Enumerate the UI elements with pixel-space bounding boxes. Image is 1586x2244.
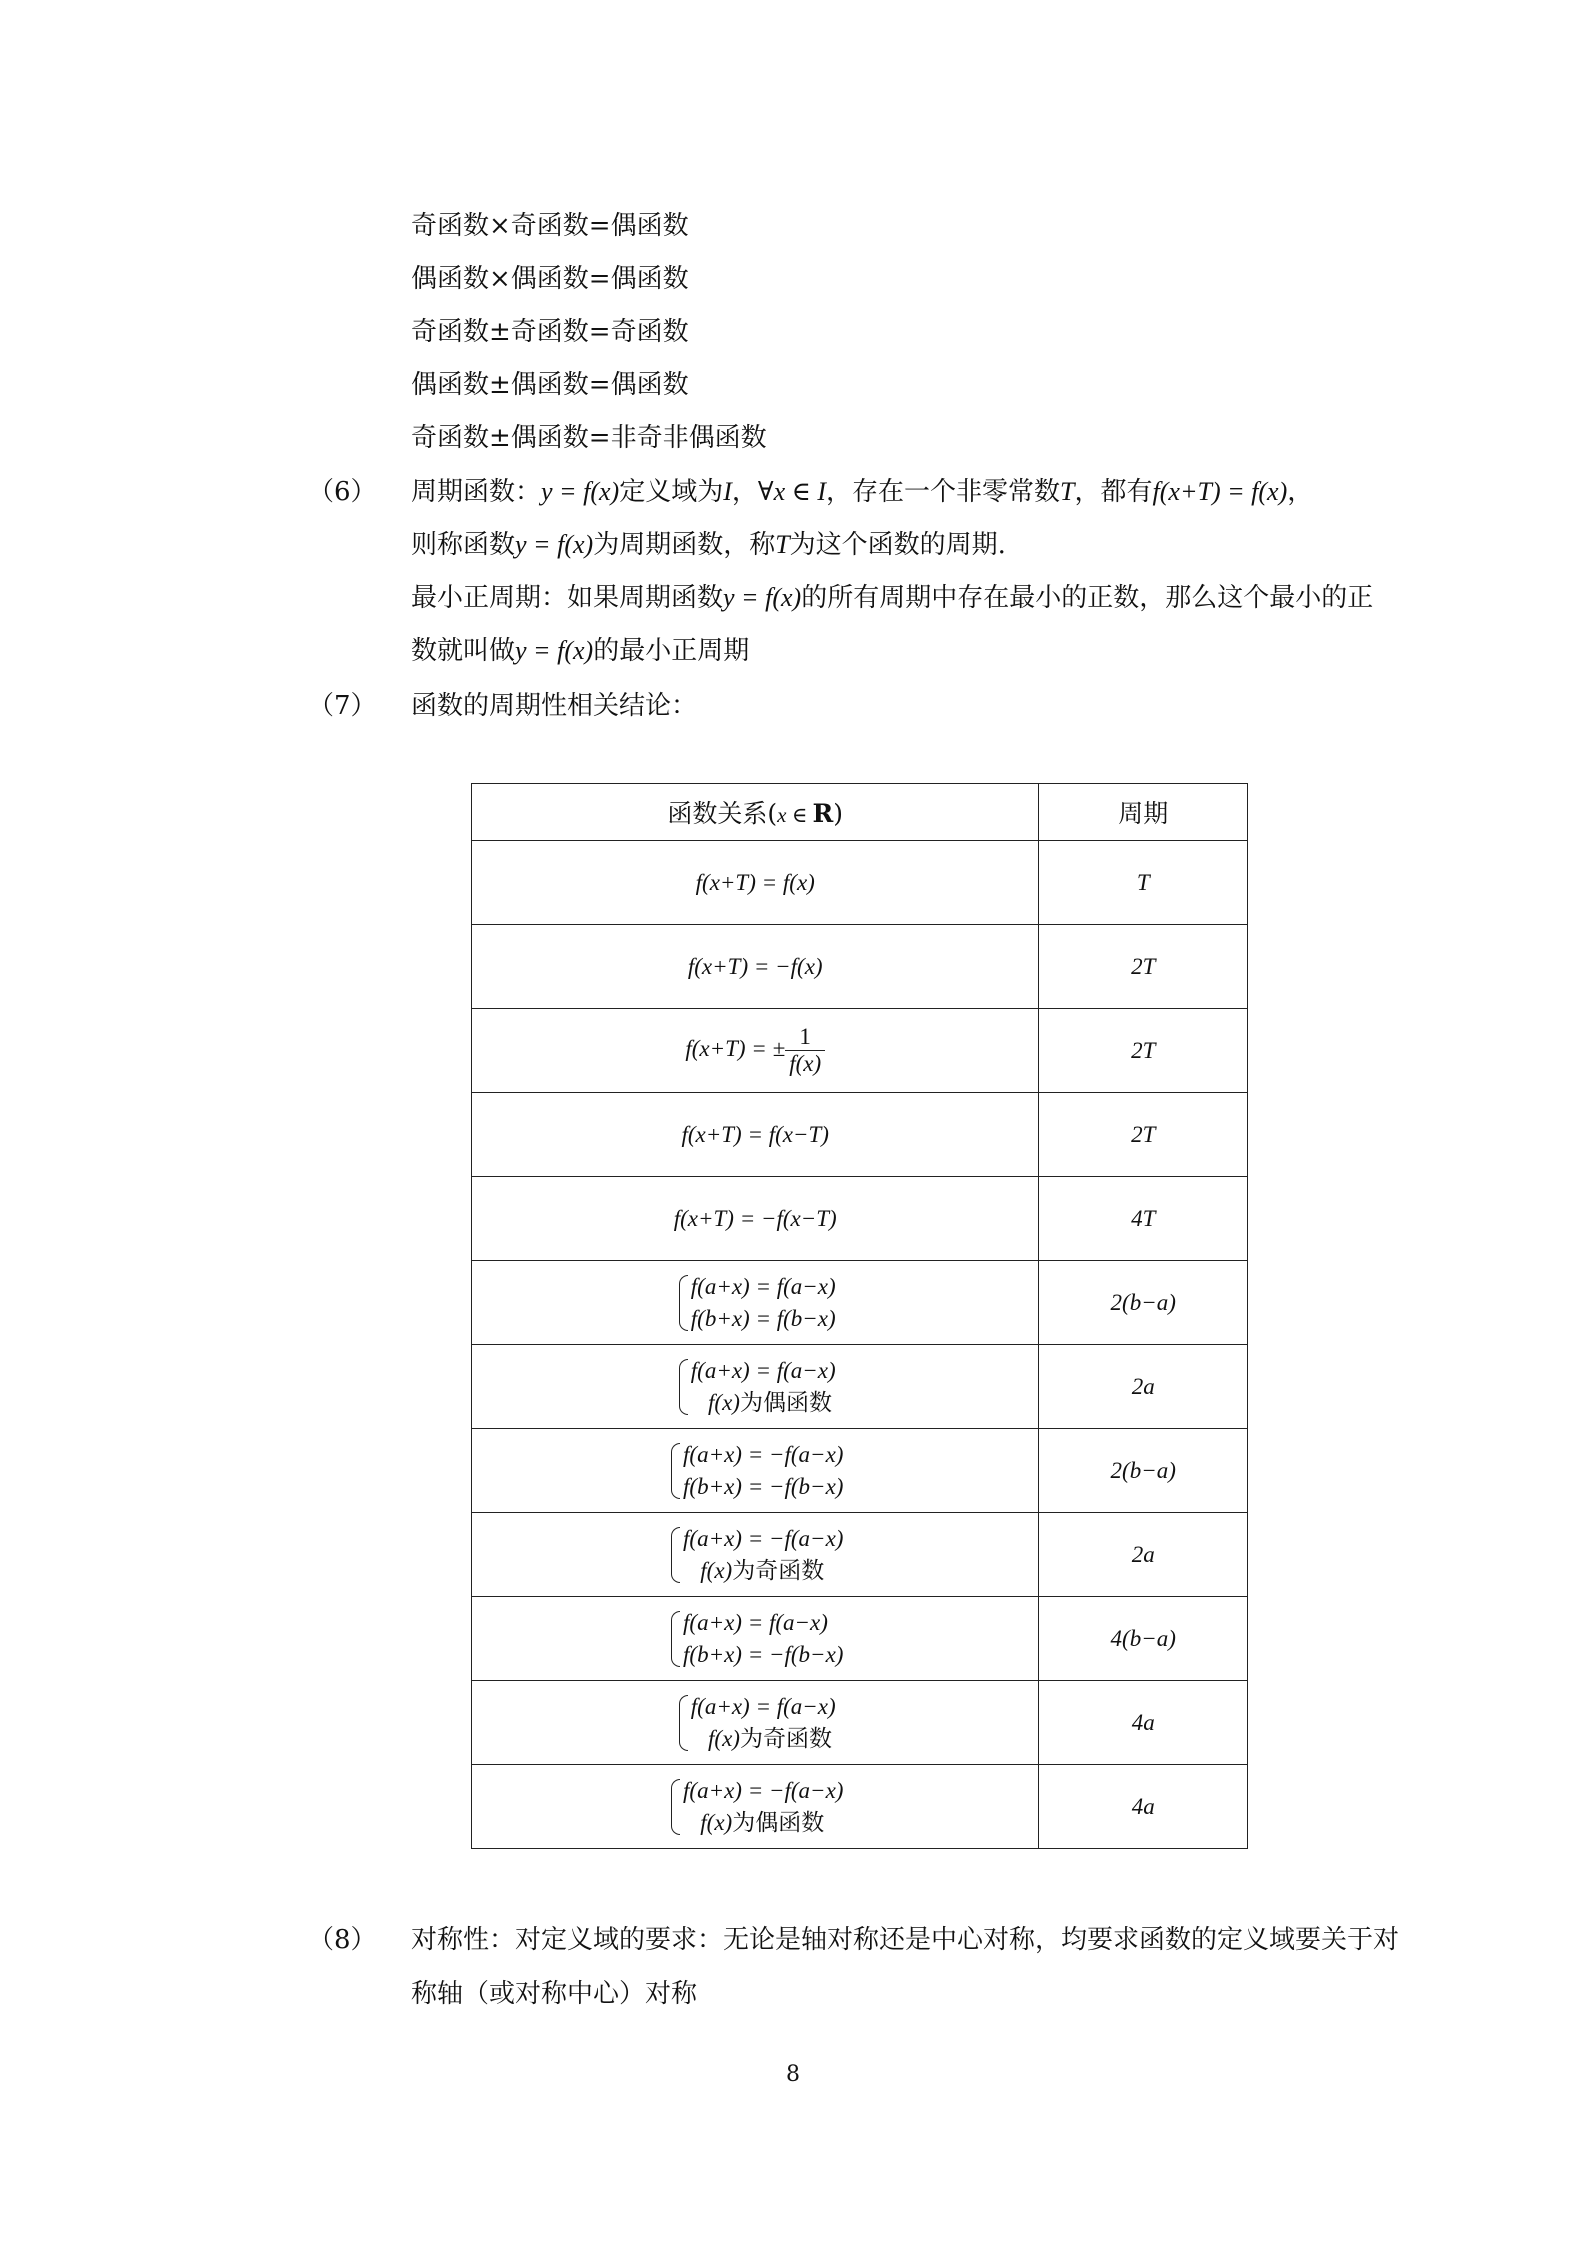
period-cell: 4a [1039, 1681, 1248, 1765]
equation-system: f(a+x) = f(a−x) f(x)为偶函数 [675, 1355, 836, 1419]
equation-system: f(a+x) = −f(a−x) f(b+x) = −f(b−x) [667, 1439, 843, 1503]
period-cell: 2a [1039, 1513, 1248, 1597]
table-row [472, 925, 1248, 1009]
equation-system: f(a+x) = −f(a−x) f(x)为偶函数 [667, 1775, 843, 1839]
relation-cell [472, 1429, 1039, 1513]
rule-4: 偶函数±偶函数=偶函数 [411, 370, 689, 400]
table-row [472, 1009, 1248, 1093]
section-8-line-2: 称轴（或对称中心）对称 [411, 1979, 698, 2009]
relation-cell [472, 1513, 1039, 1597]
period-cell: 2(b−a) [1039, 1261, 1248, 1345]
period-cell: 2a [1039, 1345, 1248, 1429]
table-row [472, 1093, 1248, 1177]
fraction: $\frac{1}{f(x)}$ [785, 1024, 825, 1077]
equation-system: f(a+x) = f(a−x) f(x)为奇函数 [675, 1691, 836, 1755]
relation-cell: f(x+T) = −f(x) [472, 925, 1039, 1009]
section-6-number: （6） [308, 477, 377, 507]
section-7-number: （7） [308, 691, 377, 721]
section-8-line-1: 对称性：对定义域的要求：无论是轴对称还是中心对称，均要求函数的定义域要关于对 [411, 1925, 1400, 1955]
period-cell: 2T [1039, 1093, 1248, 1177]
section-6-line-4: 数就叫做y = f(x)的最小正周期 [411, 636, 750, 666]
page-number: 8 [786, 2062, 800, 2087]
header-function-relation: 函数关系(x ∈ R) [472, 784, 1039, 841]
relation-cell [472, 1681, 1039, 1765]
period-cell: 4(b−a) [1039, 1597, 1248, 1681]
rule-3: 奇函数±奇函数=奇函数 [411, 317, 689, 347]
period-cell: 2T [1039, 925, 1248, 1009]
table-row [472, 1597, 1248, 1681]
table-row [472, 1681, 1248, 1765]
relation-cell: f(x+T) = f(x) [472, 841, 1039, 925]
period-cell: 4a [1039, 1765, 1248, 1849]
relation-cell: f(x+T) = f(x−T) [472, 1093, 1039, 1177]
table-row [472, 1765, 1248, 1849]
table-header-row [472, 784, 1248, 841]
period-cell: 2(b−a) [1039, 1429, 1248, 1513]
relation-cell [472, 1345, 1039, 1429]
period-cell: 4T [1039, 1177, 1248, 1261]
relation-cell [472, 1597, 1039, 1681]
section-7-title: 函数的周期性相关结论： [411, 691, 698, 721]
section-6-line-1: 周期函数：y = f(x)定义域为I，∀x ∈ I，存在一个非零常数T，都有f(x+T) = f(x)， [411, 477, 1314, 507]
rule-5: 奇函数±偶函数=非奇非偶函数 [411, 423, 767, 453]
header-period: 周期 [1039, 784, 1248, 841]
rule-1: 奇函数×奇函数=偶函数 [411, 211, 689, 241]
equation-system: f(a+x) = f(a−x) f(b+x) = −f(b−x) [667, 1607, 843, 1671]
table-row [472, 1261, 1248, 1345]
period-cell: 2T [1039, 1009, 1248, 1093]
relation-cell: f(x+T) = ± $\frac{1}{f(x)}$ [472, 1009, 1039, 1093]
period-cell: T [1039, 841, 1248, 925]
relation-cell: f(x+T) = −f(x−T) [472, 1177, 1039, 1261]
equation-system: f(a+x) = f(a−x) f(b+x) = f(b−x) [675, 1271, 836, 1335]
table-row [472, 1345, 1248, 1429]
table-row [472, 841, 1248, 925]
table-row [472, 1177, 1248, 1261]
periodicity-table [471, 783, 1248, 1849]
section-6-line-3: 最小正周期：如果周期函数y = f(x)的所有周期中存在最小的正数，那么这个最小的正 [411, 583, 1374, 613]
table-row [472, 1513, 1248, 1597]
section-8-number: （8） [308, 1925, 377, 1955]
section-6-line-2: 则称函数y = f(x)为周期函数，称T为这个函数的周期. [411, 530, 1006, 560]
relation-cell [472, 1765, 1039, 1849]
equation-system: f(a+x) = −f(a−x) f(x)为奇函数 [667, 1523, 843, 1587]
relation-cell [472, 1261, 1039, 1345]
table-row [472, 1429, 1248, 1513]
rule-2: 偶函数×偶函数=偶函数 [411, 264, 689, 294]
